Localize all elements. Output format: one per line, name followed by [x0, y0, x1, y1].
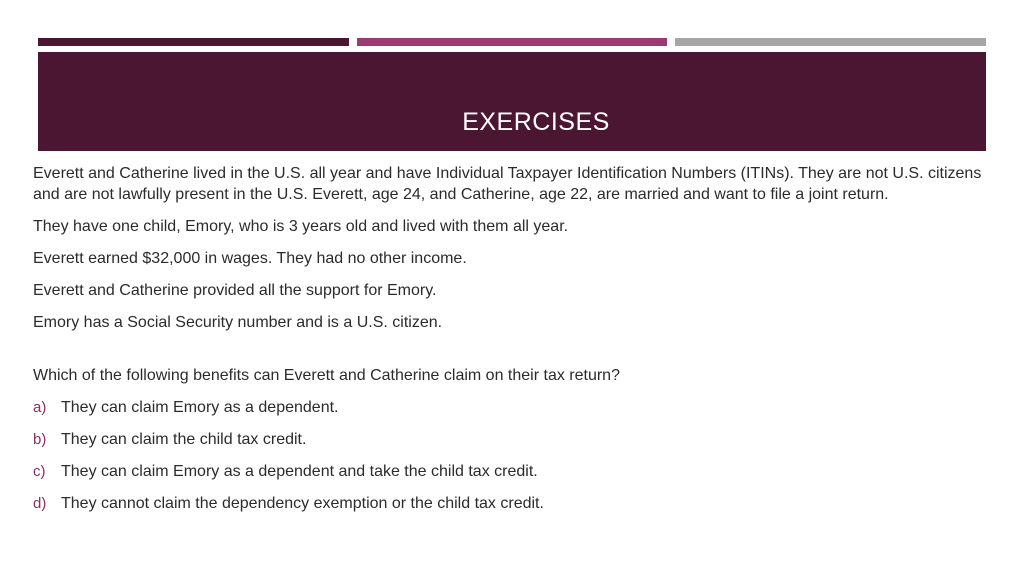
option-letter: c) — [33, 463, 46, 480]
spacer — [33, 344, 1008, 365]
answer-option-d — [33, 493, 1008, 514]
scenario-paragraph: They have one child, Emory, who is 3 years old and lived with them all year. — [33, 218, 569, 235]
slide-body — [33, 163, 1008, 525]
scenario-paragraph: Emory has a Social Security number and is a U.S. citizen. — [33, 314, 443, 331]
scenario-paragraph: Everett and Catherine provided all the support for Emory. — [33, 282, 437, 299]
option-text: They can claim Emory as a dependent and take the child tax credit. — [61, 463, 538, 480]
scenario-paragraph: Everett earned $32,000 in wages. They had no other income. — [33, 250, 467, 267]
answer-option-a — [33, 397, 1008, 418]
scenario-paragraph: Everett and Catherine lived in the U.S. all year and have Individual Taxpayer Identification Numbers (ITINs). They are not U.S. citizens and are not lawfully present in the U.S. Everett, age 24, and Catherine, age 22, are married and want to file a joint return. — [33, 165, 982, 203]
slide-title: EXERCISES — [462, 108, 610, 136]
accent-bar-magenta — [357, 38, 667, 46]
question-text: Which of the following benefits can Everett and Catherine claim on their tax return? — [33, 367, 620, 384]
option-text: They can claim the child tax credit. — [61, 431, 307, 448]
option-letter: d) — [33, 495, 47, 512]
answer-option-b — [33, 429, 1008, 450]
option-text: They can claim Emory as a dependent. — [61, 399, 339, 416]
option-letter: a) — [33, 399, 47, 416]
answer-option-c — [33, 461, 1008, 482]
option-text: They cannot claim the dependency exemption or the child tax credit. — [61, 495, 544, 512]
option-letter: b) — [33, 431, 47, 448]
accent-bar-gray — [675, 38, 986, 46]
title-banner — [38, 52, 986, 151]
accent-bar-dark — [38, 38, 349, 46]
